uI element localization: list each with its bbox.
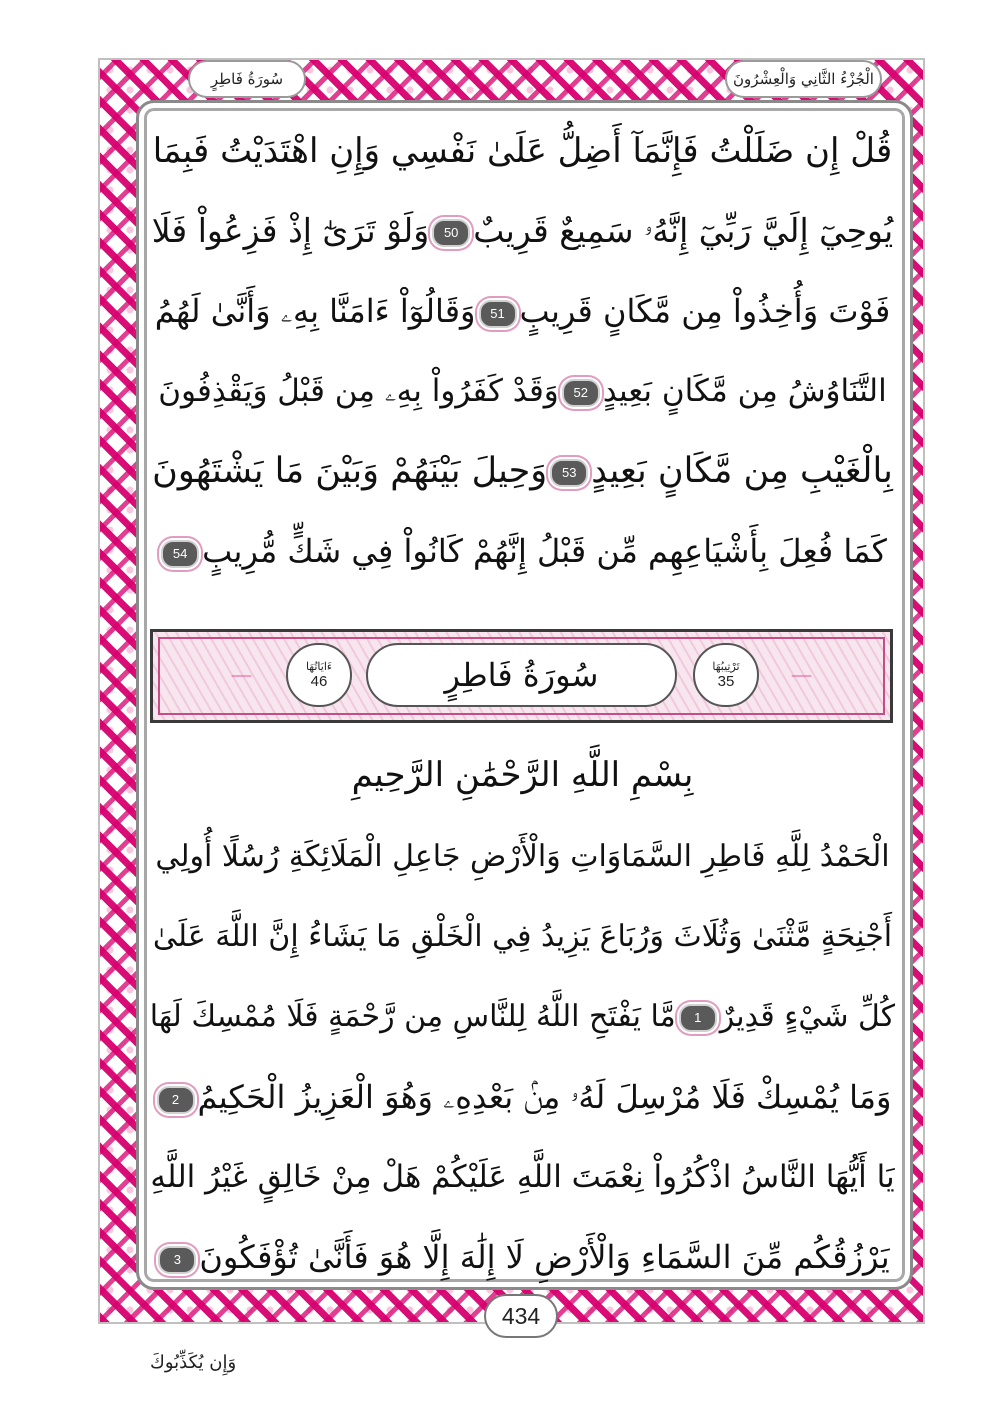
juz-name-header [725,60,882,98]
page-number: 434 [484,1294,558,1338]
juz-name-header-text: الْجُزْءُ الثَّانِي وَالْعِشْرُونَ [733,70,874,88]
ayah-number-marker: 53 [550,459,588,487]
surah-title-text: سُورَةُ فَاطِرٍ [444,656,599,694]
surah-title [366,643,677,707]
verse-line: يُوحِيٓ إِلَيَّ رَبِّيٓ إِنَّهُۥ سَمِيعٌ قَرِيبٌ50وَلَوْ تَرَىٰٓ إِذْ فَزِعُواْ فَلَا [151,211,894,250]
ayah-number-marker: 52 [562,379,600,407]
surah-order-label: تَرْتِيبُهَا [712,660,740,673]
surah-name-header [188,60,306,98]
verse-line: فَوْتَ وَأُخِذُواْ مِن مَّكَانٍ قَرِيبٍ51وَقَالُوٓاْ ءَامَنَّا بِهِۦ وَأَنَّىٰ لَهُمُ [154,292,891,330]
verse-line: التَّنَاوُشُ مِن مَّكَانٍ بَعِيدٍ52وَقَدْ كَفَرُواْ بِهِۦ مِن قَبْلُ وَيَقْذِفُونَ [158,373,887,409]
verse-line: الْحَمْدُ لِلَّهِ فَاطِرِ السَّمَاوَاتِ وَالْأَرْضِ جَاعِلِ الْمَلَائِكَةِ رُسُلًا أُولِي [155,839,890,874]
catchword: وَإِن يُكَذِّبُوكَ [150,1352,237,1373]
verse-line: كُلِّ شَيْءٍ قَدِيرٌ1مَّا يَفْتَحِ اللَّهُ لِلنَّاسِ مِن رَّحْمَةٍ فَلَا مُمْسِكَ لَهَا [149,999,895,1034]
ayah-number-marker: 54 [161,540,199,568]
verse-count-label: ءَايَاتُهَا [305,660,333,673]
surah-order-badge [693,643,759,707]
surah-order-number: 35 [717,673,735,690]
verse-line: أَجْنِحَةٍ مَّثْنَىٰ وَثُلَاثَ وَرُبَاعَ يَزِيدُ فِي الْخَلْقِ مَا يَشَاءُ إِنَّ اللَّهَ عَلَىٰ [152,919,893,954]
verse-line: وَمَا يُمْسِكْ فَلَا مُرْسِلَ لَهُۥ مِنۢ بَعْدِهِۦ وَهُوَ الْعَزِيزُ الْحَكِيمُ2 [150,1066,895,1128]
verse-count-badge [286,643,352,707]
verse-line: قُلْ إِن ضَلَلْتُ فَإِنَّمَآ أَضِلُّ عَلَىٰ نَفْسِي وَإِنِ اهْتَدَيْتُ فَبِمَا [152,131,893,171]
verse-line: يَا أَيُّهَا النَّاسُ اذْكُرُواْ نِعْمَتَ اللَّهِ عَلَيْكُمْ هَلْ مِنْ خَالِقٍ غَيْرُ اللَّهِ [150,1159,895,1195]
ayah-number-marker: 3 [158,1246,196,1274]
basmala: بِسْمِ اللَّهِ الرَّحْمَٰنِ الرَّحِيمِ [351,755,694,795]
ayah-number-marker: 2 [157,1086,195,1114]
surah-name-header-text: سُورَةُ فَاطِرٍ [210,70,284,88]
verse-count-number: 46 [310,673,328,690]
verse-line: كَمَا فُعِلَ بِأَشْيَاعِهِم مِّن قَبْلُ إِنَّهُمْ كَانُواْ فِي شَكٍّ مُّرِيبٍ54 [150,520,895,582]
ayah-number-marker: 51 [479,300,517,328]
verse-line: بِالْغَيْبِ مِن مَّكَانٍ بَعِيدٍ53وَحِيلَ بَيْنَهُمْ وَبَيْنَ مَا يَشْتَهُونَ [152,451,893,491]
ayah-number-marker: 50 [432,219,470,247]
ayah-number-marker: 1 [679,1004,717,1032]
verse-line: يَرْزُقُكُم مِّنَ السَّمَاءِ وَالْأَرْضِ لَا إِلَٰهَ إِلَّا هُوَ فَأَنَّىٰ تُؤْفَكُونَ3 [150,1226,895,1288]
surah-title-banner [150,629,893,723]
